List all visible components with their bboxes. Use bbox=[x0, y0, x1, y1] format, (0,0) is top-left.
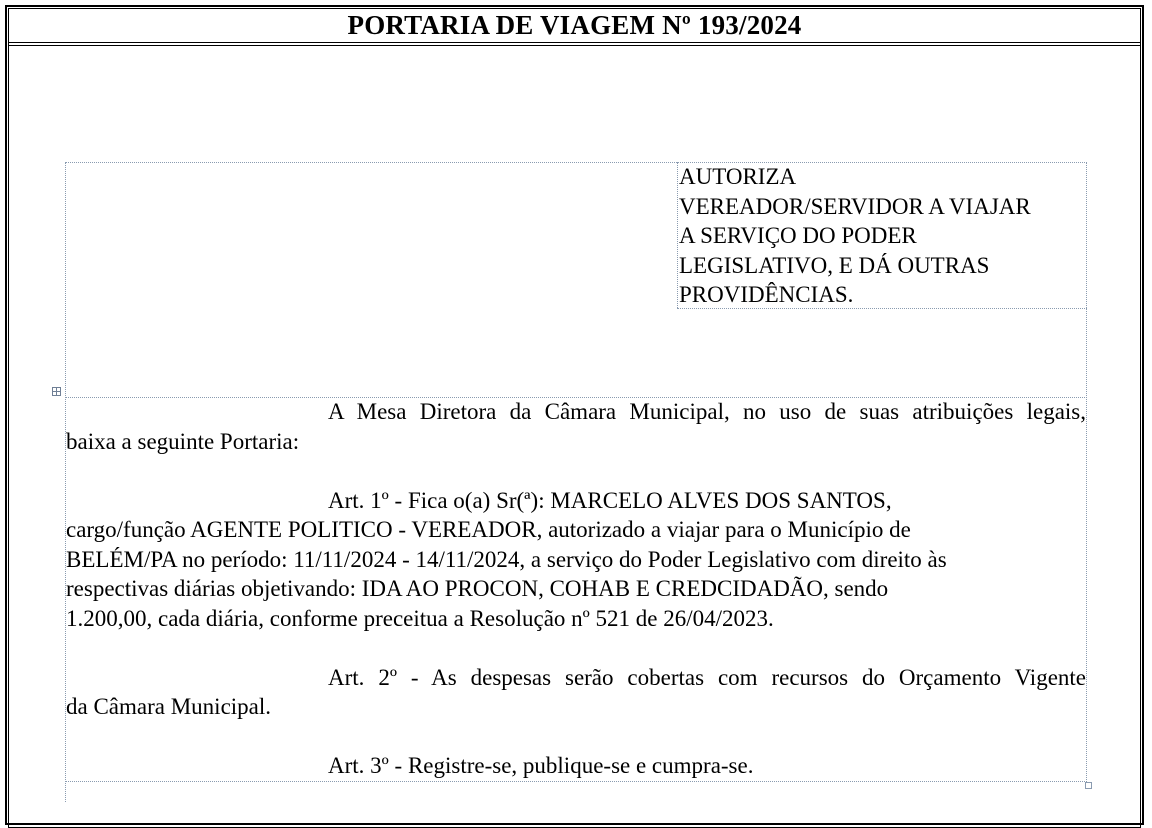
ementa-line: AUTORIZA bbox=[679, 164, 797, 189]
table-resize-handle[interactable] bbox=[1085, 782, 1092, 789]
document-body bbox=[66, 397, 1086, 781]
article-1-line: cargo/função AGENTE POLITICO - VEREADOR, autorizado a viajar para o Município de bbox=[66, 517, 911, 542]
table-gridline-bottom bbox=[65, 781, 1087, 782]
article-1-line: respectivas diárias objetivando: IDA AO PROCON, COHAB E CREDCIDADÃO, sendo bbox=[66, 576, 889, 601]
ementa-line: LEGISLATIVO, E DÁ OUTRAS bbox=[679, 252, 990, 278]
table-gridline-right bbox=[1086, 162, 1087, 782]
article-3-line: Art. 3º - Registre-se, publique-se e cumpra-se. bbox=[328, 753, 754, 778]
document-title: PORTARIA DE VIAGEM Nº 193/2024 bbox=[347, 10, 802, 40]
ementa-block bbox=[679, 162, 1084, 310]
article-1-line: Art. 1º - Fica o(a) Sr(ª): MARCELO ALVES DOS SANTOS, bbox=[328, 487, 892, 513]
preamble-line: A Mesa Diretora da Câmara Municipal, no uso de suas atribuições legais, bbox=[328, 399, 1086, 424]
ementa-cell-left bbox=[677, 162, 678, 308]
article-2-line: da Câmara Municipal. bbox=[66, 694, 272, 719]
title-divider-2 bbox=[8, 45, 1141, 46]
preamble-line: baixa a seguinte Portaria: bbox=[66, 428, 300, 454]
ementa-line: A SERVIÇO DO PODER bbox=[679, 223, 917, 248]
ementa-line: PROVIDÊNCIAS. bbox=[679, 282, 854, 307]
ementa-line: VEREADOR/SERVIDOR A VIAJAR bbox=[679, 193, 1031, 219]
article-1-line: BELÉM/PA no período: 11/11/2024 - 14/11/2024, a serviço do Poder Legislativo com direito às bbox=[66, 546, 947, 572]
article-1-line: 1.200,00, cada diária, conforme preceitua a Resolução nº 521 de 26/04/2023. bbox=[66, 605, 774, 631]
article-2-line: Art. 2º - As despesas serão cobertas com recursos do Orçamento Vigente bbox=[328, 664, 1086, 690]
title-divider bbox=[8, 42, 1141, 43]
table-move-handle-icon[interactable] bbox=[52, 387, 61, 396]
